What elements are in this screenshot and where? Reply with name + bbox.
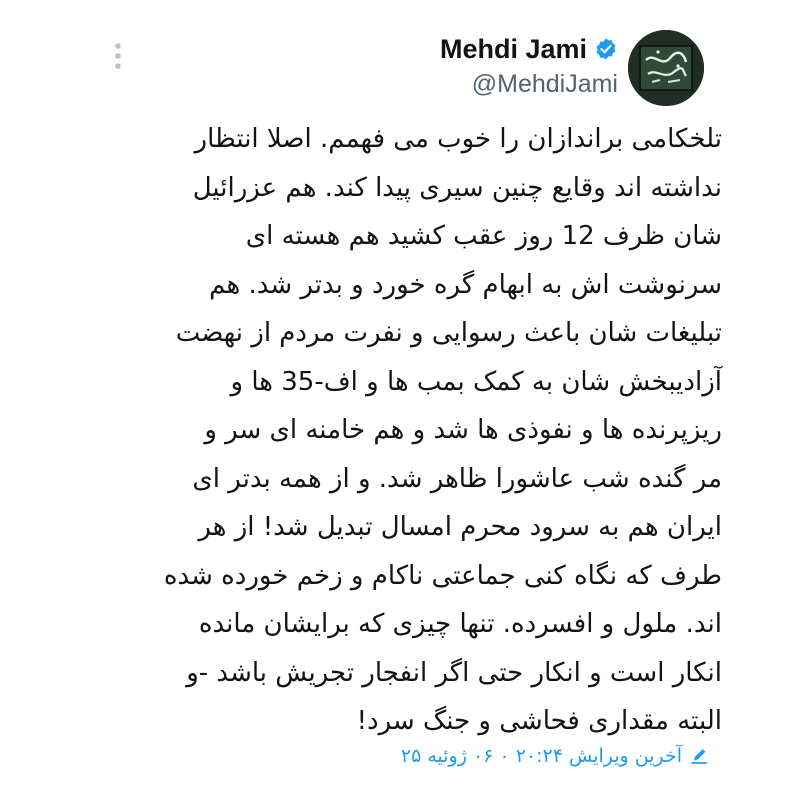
avatar[interactable] xyxy=(628,30,704,106)
more-options-button[interactable] xyxy=(108,38,128,74)
edited-indicator[interactable] xyxy=(401,745,708,767)
author-display-name[interactable]: Mehdi Jami xyxy=(439,33,587,64)
tweet-text-line: تلخکامی براندازان را خوب می فهمم. اصلا انتظار xyxy=(194,124,722,154)
tweet-text-line: مر گنده شب عاشورا ظاهر شد. و از همه بدتر ای xyxy=(192,463,722,494)
tweet-text-line: تبلیغات شان باعث رسوایی و نفرت مردم از نهضت xyxy=(175,318,722,348)
tweet-text-line: شان ظرف 12 روز عقب کشید هم هسته ای xyxy=(245,221,722,251)
pencil-icon xyxy=(690,747,708,765)
tweet-text xyxy=(110,115,722,746)
author-block xyxy=(440,28,618,99)
tweet-text-line: ریزپرنده ها و نفوذی ها شد و هم خامنه ای سر و xyxy=(204,415,722,445)
tweet-text-line: البته مقداری فحاشی و جنگ سرد! xyxy=(356,706,722,736)
edited-label: آخرین ویرایش ۲۰:۲۴ ۰ ۰۶ ژوئیه ۲۵ xyxy=(400,745,682,767)
tweet-text-line: انکار است و انکار حتی اگر انفجار تجریش باشد -و xyxy=(186,657,722,688)
verified-badge-icon xyxy=(594,37,618,61)
calligraphy-avatar-icon xyxy=(628,93,704,106)
tweet-card xyxy=(72,12,722,792)
author-name-row xyxy=(440,28,618,70)
more-options-icon xyxy=(114,41,122,71)
tweet-text-line: ایران هم به سرود محرم امسال تبدیل شد! از هر xyxy=(198,512,722,542)
tweet-text-line: آزادیبخش شان به کمک بمب ها و اف-35 ها و xyxy=(230,366,722,397)
tweet-text-line: طرف که نگاه کنی جماعتی ناکام و زخم خورده شده xyxy=(163,560,722,591)
tweet-text-line: اند. ملول و افسرده. تنها چیزی که برایشان مانده xyxy=(198,609,722,639)
author-handle[interactable]: @MehdiJami xyxy=(471,70,618,98)
tweet-text-line: نداشته اند وقایع چنین سیری پیدا کند. هم عزرائیل xyxy=(192,172,722,203)
tweet-text-line: سرنوشت اش به ابهام گره خورد و بدتر شد. هم xyxy=(209,269,722,300)
